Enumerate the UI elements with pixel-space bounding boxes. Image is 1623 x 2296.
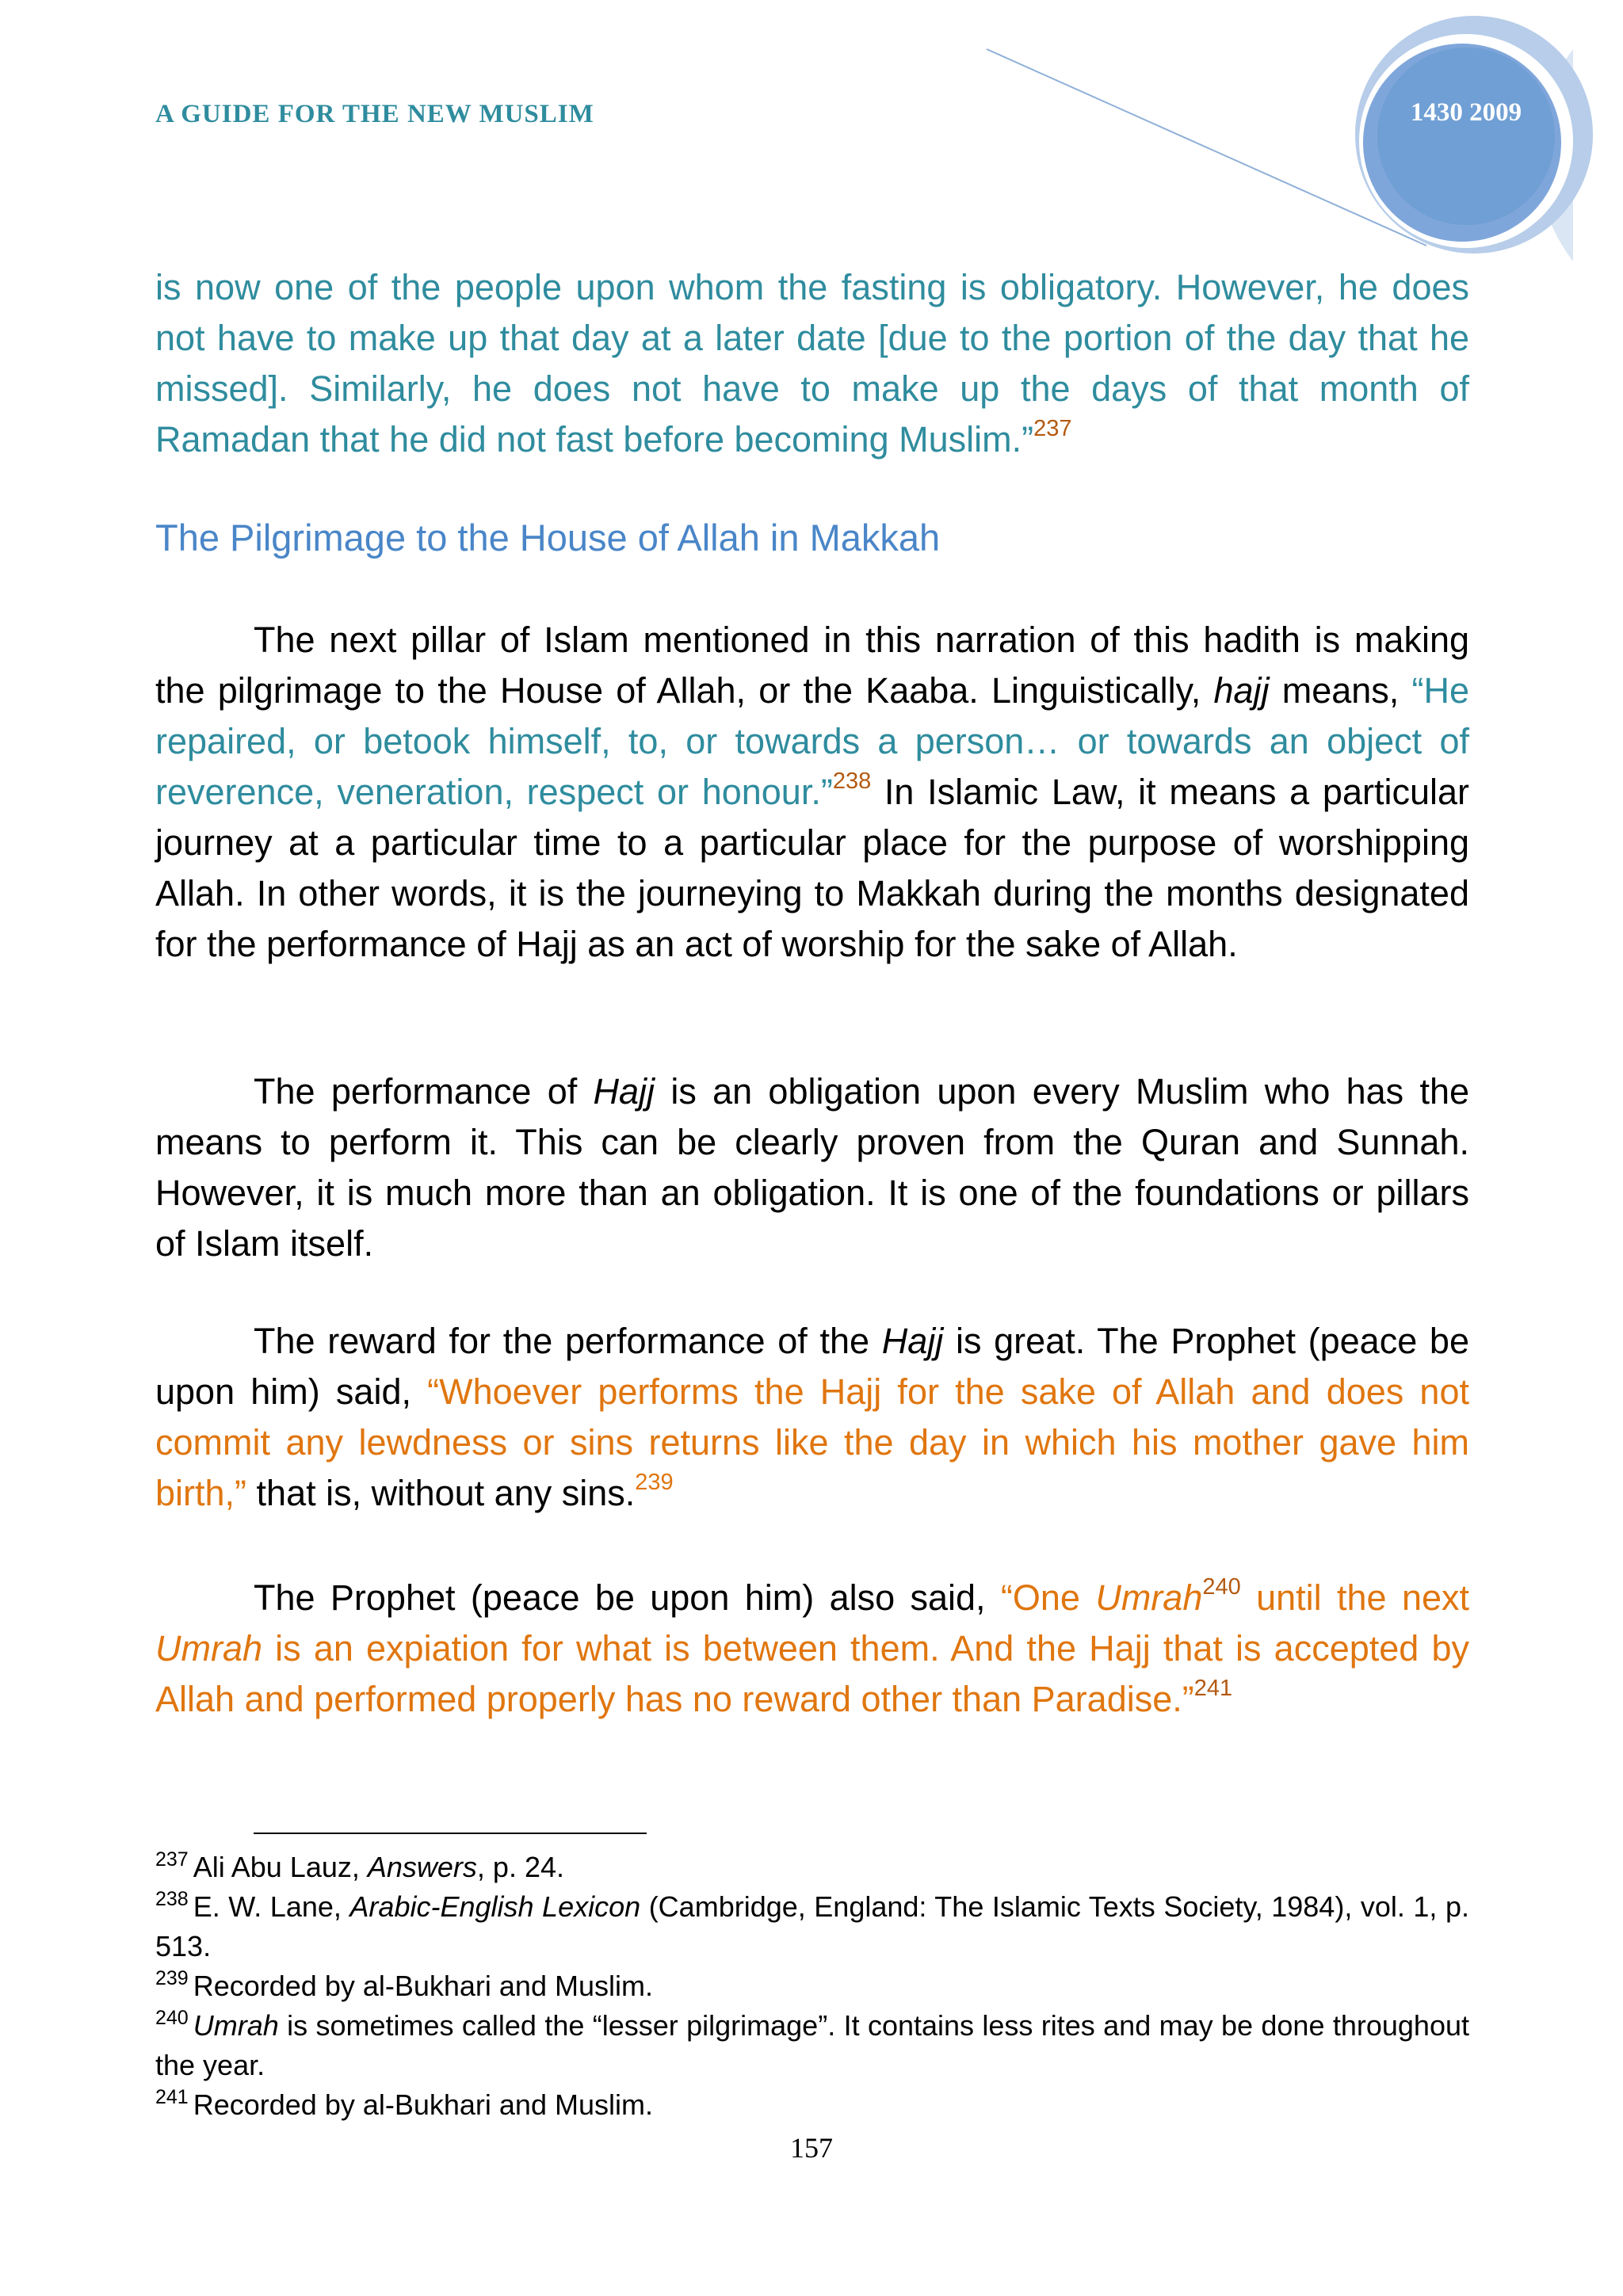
footnote-number: 237: [155, 1848, 189, 1871]
text: until the next: [1240, 1577, 1470, 1618]
italic-text: Answers: [367, 1851, 477, 1883]
text: (Cambridge, England: The Islamic Texts Society, 1984), vol. 1, p. 513.: [155, 1890, 1469, 1962]
footnote-number: 240: [155, 2007, 189, 2029]
italic-text: Umrah: [193, 2009, 279, 2042]
paragraph-hajj-reward: [155, 1316, 1469, 1519]
text: is sometimes called the “lesser pilgrimage”. It contains less rites and may be done throughout the year.: [155, 2009, 1469, 2081]
footnote-ref-239: 239: [635, 1470, 674, 1495]
text: that is, without any sins.: [246, 1473, 636, 1513]
text: The performance of: [254, 1071, 594, 1112]
footnote-239: [155, 1966, 1469, 2006]
footnote-240: [155, 2006, 1469, 2085]
term-umrah: Umrah: [1095, 1577, 1203, 1618]
footnote-237: [155, 1848, 1469, 1887]
hadith-quote: “Whoever performs the Hajj for the sake of Allah and does not commit any lewdness or sins returns like the day in which his mother gave him birth,”: [155, 1371, 1469, 1513]
text: E. W. Lane,: [193, 1890, 350, 1923]
text: Ali Abu Lauz,: [193, 1851, 368, 1883]
footnote-number: 239: [155, 1967, 189, 1989]
text: Recorded by al-Bukhari and Muslim.: [193, 2088, 653, 2121]
paragraph-umrah: [155, 1573, 1469, 1725]
text: means,: [1269, 670, 1412, 711]
running-header-title: A GUIDE FOR THE NEW MUSLIM: [155, 100, 594, 128]
footnote-separator: [254, 1833, 647, 1834]
text: The next pillar of Islam mentioned in this narration of this hadith is making the pilgrimage to the House of Allah, or the Kaaba. Linguistically,: [155, 620, 1469, 711]
footnote-ref-241: 241: [1193, 1676, 1233, 1701]
text: Recorded by al-Bukhari and Muslim.: [193, 1970, 653, 2002]
text: is great. The Prophet (peace be upon him) said,: [155, 1321, 1469, 1412]
footnote-ref-240: 240: [1202, 1574, 1241, 1600]
paragraph-fasting-continued: [155, 262, 1469, 465]
term-hajj: hajj: [1213, 670, 1270, 711]
term-umrah: Umrah: [155, 1628, 263, 1669]
page-number: 157: [790, 2132, 833, 2164]
paragraph-hajj-obligation: [155, 1066, 1469, 1269]
footnote-number: 241: [155, 2086, 189, 2108]
quote-fasting: is now one of the people upon whom the fasting is obligatory. However, he does not have to make up that day at a later date [due to the portion of the day that he missed]. Similarly, he does not have to make up the days of that month of Ramadan that he did not fast before becoming Muslim.”: [155, 267, 1469, 460]
paragraph-pilgrimage-definition: [155, 615, 1469, 970]
term-hajj: Hajj: [593, 1071, 655, 1112]
footnote-241: [155, 2085, 1469, 2125]
term-hajj: Hajj: [881, 1321, 944, 1361]
footnote-ref-237: 237: [1033, 416, 1072, 441]
text: In Islamic Law, it means a particular journey at a particular time to a particular place for the purpose of worshipping Allah. In other words, it is the journeying to Makkah during the months designated for the performance of Hajj as an act of worship for the sake of Allah.: [155, 772, 1469, 964]
text: is an expiation for what is between them. And the Hajj that is accepted by Allah and performed properly has no reward other than Paradise.”: [155, 1628, 1469, 1719]
text: is an obligation upon every Muslim who has the means to perform it. This can be clearly proven from the Quran and Sunnah. However, it is much more than an obligation. It is one of the foundations or pillars of Islam itself.: [155, 1071, 1470, 1264]
italic-text: Arabic-English Lexicon: [349, 1890, 641, 1923]
footnote-number: 238: [155, 1888, 189, 1910]
quote-lane: “He repaired, or betook himself, to, or towards a person… or towards an object of reverence, veneration, respect or honour.”: [155, 670, 1470, 812]
text: “One: [1000, 1577, 1096, 1618]
section-heading: The Pilgrimage to the House of Allah in Makkah: [155, 517, 941, 559]
text: The Prophet (peace be upon him) also said,: [254, 1577, 1001, 1618]
footnote-ref-238: 238: [832, 769, 872, 794]
corner-circle-ornament: [0, 0, 1623, 285]
footnote-238: [155, 1887, 1469, 1966]
text: The reward for the performance of the: [254, 1321, 882, 1361]
text: , p. 24.: [476, 1851, 564, 1883]
running-header-year: 1430 2009: [1410, 98, 1522, 127]
